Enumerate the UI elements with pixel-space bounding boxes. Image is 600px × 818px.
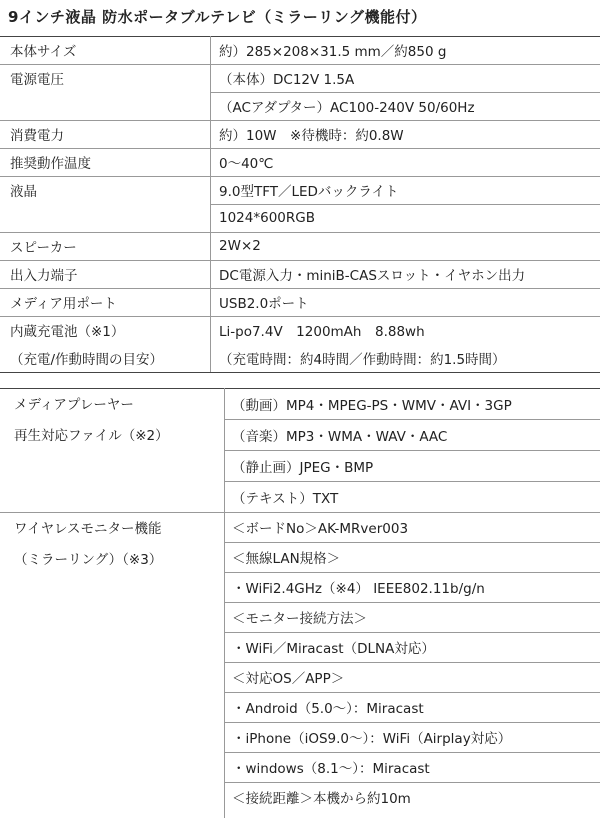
feature-row xyxy=(0,512,600,542)
spec-label: 電源電圧 xyxy=(10,72,64,88)
media-label-line2: 再生対応ファイル（※2） xyxy=(14,428,169,444)
wireless-value: ＜ボードNo＞AK-MRver003 xyxy=(232,521,409,537)
feature-row xyxy=(0,602,600,632)
wireless-label-line2: （ミラーリング）（※3） xyxy=(14,552,163,568)
spec-row xyxy=(0,176,600,204)
feature-row xyxy=(0,692,600,722)
wireless-value: ・WiFi2.4GHz（※4） IEEE802.11b/g/n xyxy=(232,581,485,597)
spec-value: 約）285×208×31.5 mm／約850 g xyxy=(219,44,447,60)
wireless-label-line1: ワイヤレスモニター機能 xyxy=(14,521,162,537)
spec-value: DC電源入力・miniB-CASスロット・イヤホン出力 xyxy=(219,268,526,284)
spec-row xyxy=(0,36,600,64)
spec-row xyxy=(0,288,600,316)
spec-row xyxy=(0,64,600,92)
spec-value: 約）10W ※待機時：約0.8W xyxy=(219,128,404,144)
spec-value: USB2.0ポート xyxy=(219,296,309,312)
spec-row xyxy=(0,120,600,148)
media-value: （テキスト）TXT xyxy=(232,490,339,507)
spec-label: 消費電力 xyxy=(10,128,64,144)
feature-row xyxy=(0,752,600,782)
spec-row xyxy=(0,232,600,260)
spec-label: 液晶 xyxy=(10,184,37,200)
wireless-value: ＜対応OS／APP＞ xyxy=(232,671,345,687)
spec-value: 2W×2 xyxy=(219,238,261,254)
table-bottom-rule xyxy=(0,372,600,373)
wireless-value: ＜モニター接続方法＞ xyxy=(232,611,367,627)
feature-row xyxy=(0,632,600,662)
spec-label: メディア用ポート xyxy=(10,296,117,312)
feature-row xyxy=(0,782,600,812)
spec-table-features xyxy=(0,388,600,818)
feature-row xyxy=(0,572,600,602)
wireless-value: ・iPhone（iOS9.0～）：WiFi（Airplay対応） xyxy=(232,731,512,747)
spec-row xyxy=(0,260,600,288)
spec-row xyxy=(0,92,600,120)
wireless-value: ・WiFi／Miracast（DLNA対応） xyxy=(232,641,435,657)
wireless-value: ＜接続距離＞本機から約10m xyxy=(232,791,411,807)
spec-row xyxy=(0,344,600,372)
wireless-value: ・windows（8.1～）：Miracast xyxy=(232,761,430,777)
feature-row xyxy=(0,388,600,419)
spec-row xyxy=(0,148,600,176)
spec-row xyxy=(0,204,600,232)
wireless-value: ・Android（5.0～）：Miracast xyxy=(232,701,424,717)
spec-label: 本体サイズ xyxy=(10,44,77,60)
feature-row xyxy=(0,419,600,450)
column-divider xyxy=(210,36,211,372)
spec-label: 内蔵充電池（※1） xyxy=(10,324,125,340)
spec-label: 出入力端子 xyxy=(10,268,78,284)
feature-row xyxy=(0,722,600,752)
spec-value: （本体）DC12V 1.5A xyxy=(219,72,355,88)
feature-row xyxy=(0,481,600,512)
spec-value: Li-po7.4V 1200mAh 8.88wh xyxy=(219,324,425,340)
spec-value: 1024*600RGB xyxy=(219,210,315,226)
feature-row xyxy=(0,450,600,481)
spec-label: （充電/作動時間の目安） xyxy=(10,352,164,368)
spec-value: 0～40℃ xyxy=(219,156,274,172)
feature-row xyxy=(0,662,600,692)
media-value: （静止画）JPEG・BMP xyxy=(232,459,374,476)
spec-value: （ACアダプター）AC100-240V 50/60Hz xyxy=(219,100,475,116)
spec-row xyxy=(0,316,600,344)
spec-label: スピーカー xyxy=(10,240,77,256)
media-label-line1: メディアプレーヤー xyxy=(14,397,134,413)
column-divider xyxy=(224,388,225,818)
media-value: （動画）MP4・MPEG-PS・WMV・AVI・3GP xyxy=(232,397,512,414)
page-title: 9インチ液晶 防水ポータブルテレビ（ミラーリング機能付） xyxy=(8,8,427,26)
media-value: （音楽）MP3・WMA・WAV・AAC xyxy=(232,428,448,445)
feature-row xyxy=(0,542,600,572)
wireless-value: ＜無線LAN規格＞ xyxy=(232,551,341,567)
spec-value: 9.0型TFT／LEDバックライト xyxy=(219,184,399,200)
spec-label: 推奨動作温度 xyxy=(10,156,91,172)
spec-value: （充電時間：約4時間／作動時間：約1.5時間） xyxy=(219,352,506,368)
